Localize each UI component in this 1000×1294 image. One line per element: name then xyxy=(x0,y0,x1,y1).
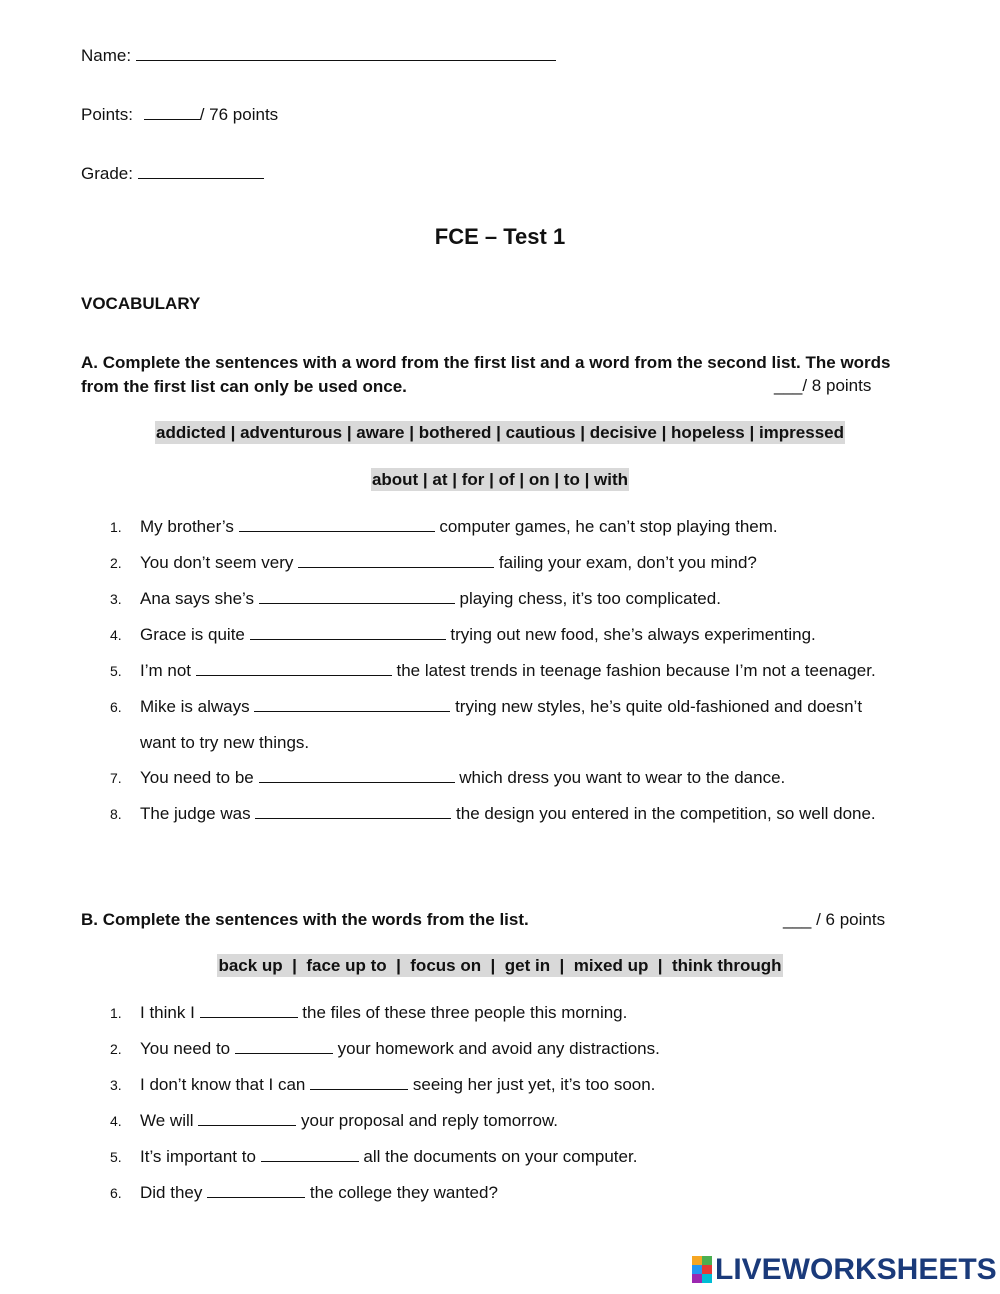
answer-blank[interactable] xyxy=(200,1003,298,1018)
item-text-after: trying out new food, she’s always experimenting. xyxy=(450,625,816,644)
item-number: 3. xyxy=(110,1077,122,1093)
word-list-2-text: about | at | for | of | on | to | with xyxy=(371,470,629,489)
item-continuation: want to try new things. xyxy=(140,733,310,752)
item-text-before: The judge was xyxy=(140,804,251,823)
part-a-word-list-2 xyxy=(0,470,1000,490)
item-number: 2. xyxy=(110,1041,122,1057)
list-item xyxy=(110,768,785,788)
points-row xyxy=(81,105,278,125)
item-text-after: your homework and avoid any distractions. xyxy=(337,1039,660,1058)
item-text-before: My brother’s xyxy=(140,517,234,536)
part-b-instruction: B. Complete the sentences with the words from the list. xyxy=(81,910,529,929)
list-item xyxy=(110,1147,637,1167)
item-number: 2. xyxy=(110,555,122,571)
item-text-before: It’s important to xyxy=(140,1147,256,1166)
answer-blank[interactable] xyxy=(298,553,494,568)
item-text-before: You don’t seem very xyxy=(140,553,294,572)
section-heading: VOCABULARY xyxy=(81,294,201,313)
item-text-after: the college they wanted? xyxy=(309,1183,498,1202)
answer-blank[interactable] xyxy=(196,661,392,676)
item-text-after: seeing her just yet, it’s too soon. xyxy=(412,1075,656,1094)
item-text-before: Did they xyxy=(140,1183,203,1202)
item-text-after: all the documents on your computer. xyxy=(363,1147,638,1166)
item-text-before: I don’t know that I can xyxy=(140,1075,306,1094)
part-a-points: ___/ 8 points xyxy=(774,376,872,395)
list-item xyxy=(110,697,862,717)
list-item xyxy=(110,661,876,681)
list-item xyxy=(110,1075,655,1095)
item-text-after: playing chess, it’s too complicated. xyxy=(459,589,721,608)
item-number: 3. xyxy=(110,591,122,607)
list-item xyxy=(110,1111,558,1131)
list-item xyxy=(110,625,816,645)
item-text-after: trying new styles, he’s quite old-fashioned and doesn’t xyxy=(455,697,863,716)
answer-blank[interactable] xyxy=(254,697,450,712)
part-b-word-list xyxy=(0,956,1000,976)
name-row xyxy=(81,46,556,66)
item-text-after: failing your exam, don’t you mind? xyxy=(498,553,757,572)
item-text-before: I’m not xyxy=(140,661,192,680)
item-text-before: We will xyxy=(140,1111,194,1130)
logo-blocks-icon xyxy=(692,1256,712,1284)
item-number: 6. xyxy=(110,1185,122,1201)
item-number: 6. xyxy=(110,699,122,715)
page-title: FCE – Test 1 xyxy=(434,224,566,249)
item-text-after: which dress you want to wear to the dance. xyxy=(459,768,786,787)
item-number: 1. xyxy=(110,1005,122,1021)
part-a-instruction-line1: A. Complete the sentences with a word from the first list and a word from the second list. The words xyxy=(81,353,891,372)
word-list-1-text: addicted | adventurous | aware | bothered | cautious | decisive | hopeless | impressed xyxy=(155,423,844,442)
item-number: 5. xyxy=(110,663,122,679)
list-item xyxy=(110,589,721,609)
list-item xyxy=(110,553,757,573)
answer-blank[interactable] xyxy=(261,1147,359,1162)
word-list-b-text: back up | face up to | focus on | get in | mixed up | think through xyxy=(218,956,782,975)
name-field[interactable] xyxy=(136,46,556,61)
item-number: 7. xyxy=(110,770,122,786)
answer-blank[interactable] xyxy=(259,589,455,604)
logo-text: LIVEWORKSHEETS xyxy=(715,1253,997,1286)
item-text-before: I think I xyxy=(140,1003,195,1022)
item-number: 4. xyxy=(110,1113,122,1129)
list-item xyxy=(110,804,876,824)
part-a-instruction-line2: from the first list can only be used once. xyxy=(81,377,407,396)
grade-label: Grade: xyxy=(81,164,133,183)
item-text-after: computer games, he can’t stop playing them. xyxy=(439,517,778,536)
item-number: 4. xyxy=(110,627,122,643)
item-text-before: You need to xyxy=(140,1039,231,1058)
item-text-after: the files of these three people this morning. xyxy=(302,1003,628,1022)
grade-row xyxy=(81,164,264,184)
item-number: 1. xyxy=(110,519,122,535)
list-item xyxy=(110,1183,498,1203)
item-text-before: You need to be xyxy=(140,768,254,787)
points-label: Points: xyxy=(81,105,133,124)
part-b-points: ___ / 6 points xyxy=(783,910,886,929)
liveworksheets-logo xyxy=(692,1253,997,1287)
answer-blank[interactable] xyxy=(239,517,435,532)
answer-blank[interactable] xyxy=(235,1039,333,1054)
item-text-before: Mike is always xyxy=(140,697,250,716)
answer-blank[interactable] xyxy=(250,625,446,640)
grade-field[interactable] xyxy=(138,164,264,179)
list-item xyxy=(110,517,778,537)
part-a-word-list-1 xyxy=(0,423,1000,443)
answer-blank[interactable] xyxy=(207,1183,305,1198)
item-text-before: Ana says she’s xyxy=(140,589,255,608)
answer-blank[interactable] xyxy=(255,804,451,819)
name-label: Name: xyxy=(81,46,132,65)
list-item xyxy=(110,1003,627,1023)
answer-blank[interactable] xyxy=(310,1075,408,1090)
item-number: 5. xyxy=(110,1149,122,1165)
points-total: / 76 points xyxy=(199,105,279,124)
points-field[interactable] xyxy=(144,105,200,120)
item-text-before: Grace is quite xyxy=(140,625,245,644)
item-number: 8. xyxy=(110,806,122,822)
list-item xyxy=(110,1039,660,1059)
item-text-after: your proposal and reply tomorrow. xyxy=(301,1111,559,1130)
answer-blank[interactable] xyxy=(198,1111,296,1126)
answer-blank[interactable] xyxy=(259,768,455,783)
item-text-after: the design you entered in the competition, so well done. xyxy=(456,804,876,823)
item-text-after: the latest trends in teenage fashion because I’m not a teenager. xyxy=(396,661,876,680)
